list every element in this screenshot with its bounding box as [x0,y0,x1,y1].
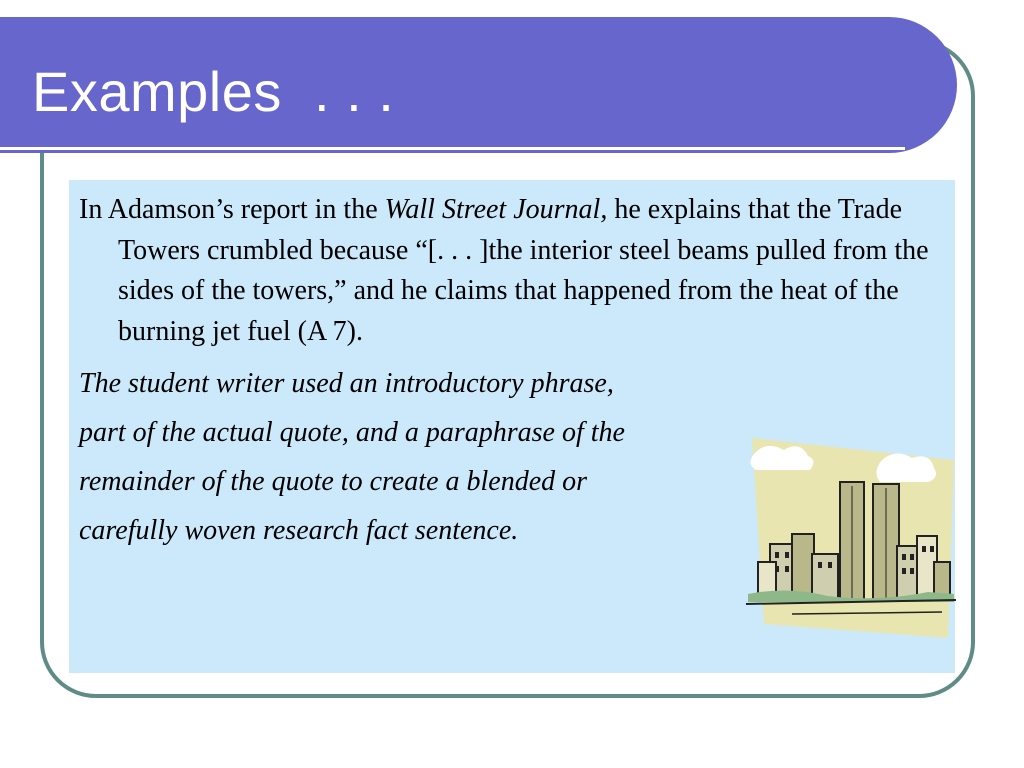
commentary-paragraph [79,359,779,555]
commentary-line: The student writer used an introductory phrase, [79,368,614,399]
commentary-line: part of the actual quote, and a paraphrase of the [79,417,625,448]
body-paragraph [79,190,949,352]
paragraph-text-end: he explains that the Trade Towers crumbled because “[. . . ]the interior steel beams pulled from the sides of the towers,” and he claims that happened from the heat of the burning jet fuel (A 7). [118,194,929,347]
title-underline [0,147,905,150]
commentary-line: carefully woven research fact sentence. [79,515,519,546]
city-skyline-clipart [742,434,960,642]
newspaper-title: Wall Street Journal, [384,194,608,225]
commentary-line: remainder of the quote to create a blended or [79,466,588,497]
title-bar [0,17,957,153]
paragraph-text-start: In Adamson’s report in the [79,194,385,225]
slide-title: Examples . . . [32,60,395,123]
